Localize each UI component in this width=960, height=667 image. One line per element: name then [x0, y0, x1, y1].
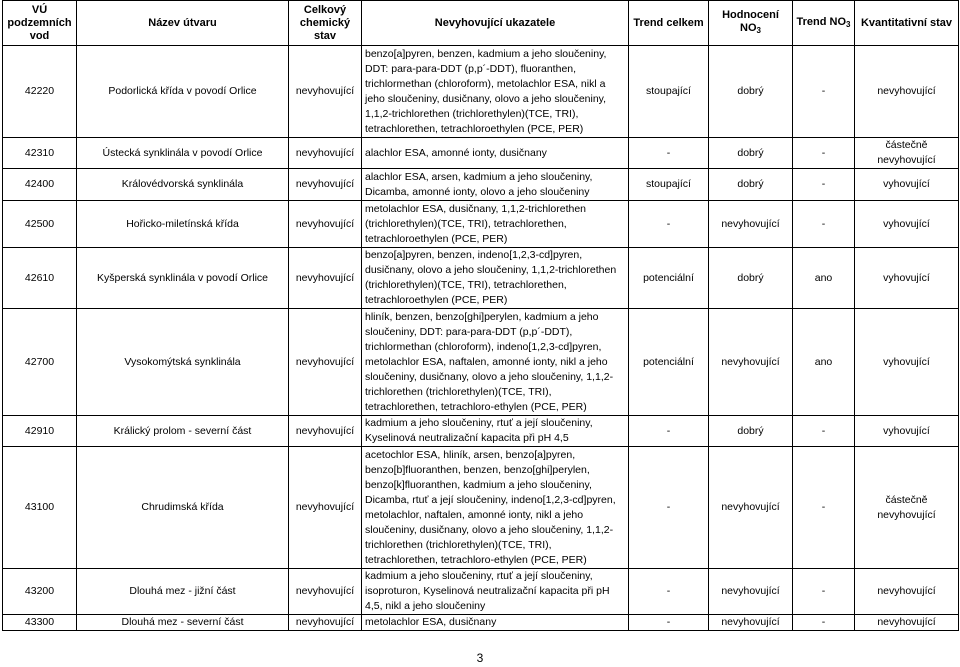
cell-quant: nevyhovující: [855, 615, 959, 631]
cell-no3: nevyhovující: [709, 309, 793, 416]
cell-no3-trend: -: [793, 615, 855, 631]
cell-indicators: hliník, benzen, benzo[ghi]perylen, kadmium a jeho sloučeniny, DDT: para-para-DDT (p,p´-DDT), trichlormethan (chloroform), indeno[1,2,3-cd]pyren, metolachlor ESA, naftalen, amonné ionty, nikl a jeho sloučeniny, dusičnany, olovo a jeho sloučeniny, 1,1,2-trichlorethen (trichlorethylen)(TCE, TRI), tetrachlorethen, tetrachloro-ethylen (PCE, PER): [362, 309, 629, 416]
cell-name: Ústecká synklinála v povodí Orlice: [77, 138, 289, 169]
table-header-row: [3, 1, 959, 46]
cell-no3: nevyhovující: [709, 447, 793, 569]
header-overall: Celkový chemický stav: [289, 1, 362, 46]
cell-name: Podorlická křída v povodí Orlice: [77, 46, 289, 138]
cell-id: 43300: [3, 615, 77, 631]
cell-chem: nevyhovující: [289, 615, 362, 631]
cell-quant: částečně nevyhovující: [855, 447, 959, 569]
cell-name: Chrudimská křída: [77, 447, 289, 569]
cell-id: 42700: [3, 309, 77, 416]
cell-chem: nevyhovující: [289, 201, 362, 248]
page-number: 3: [476, 651, 484, 665]
table-row: [3, 569, 959, 615]
cell-name: Vysokomýtská synklinála: [77, 309, 289, 416]
header-indicators: Nevyhovující ukazatele: [362, 1, 629, 46]
cell-trend: -: [629, 201, 709, 248]
cell-no3: dobrý: [709, 248, 793, 309]
cell-trend: stoupající: [629, 46, 709, 138]
cell-no3: dobrý: [709, 169, 793, 201]
cell-indicators: alachlor ESA, amonné ionty, dusičnany: [362, 138, 629, 169]
cell-indicators: alachlor ESA, arsen, kadmium a jeho sloučeniny, Dicamba, amonné ionty, olovo a jeho sloučeniny: [362, 169, 629, 201]
cell-no3-trend: -: [793, 169, 855, 201]
cell-name: Hořicko-miletínská křída: [77, 201, 289, 248]
cell-no3-trend: -: [793, 138, 855, 169]
cell-name: Kyšperská synklinála v povodí Orlice: [77, 248, 289, 309]
cell-trend: -: [629, 138, 709, 169]
cell-indicators: kadmium a jeho sloučeniny, rtuť a její sloučeniny, isoproturon, Kyselinová neutralizační kapacita při pH 4,5, nikl a jeho sloučeniny: [362, 569, 629, 615]
cell-no3-trend: ano: [793, 309, 855, 416]
cell-id: 42500: [3, 201, 77, 248]
cell-trend: potenciální: [629, 309, 709, 416]
cell-trend: -: [629, 416, 709, 447]
cell-no3: dobrý: [709, 416, 793, 447]
table-row: [3, 138, 959, 169]
cell-name: Králický prolom - severní část: [77, 416, 289, 447]
cell-chem: nevyhovující: [289, 447, 362, 569]
table-row: [3, 615, 959, 631]
groundwater-status-table: [2, 0, 959, 631]
cell-id: 43200: [3, 569, 77, 615]
cell-trend: -: [629, 615, 709, 631]
cell-id: 42220: [3, 46, 77, 138]
cell-quant: vyhovující: [855, 169, 959, 201]
cell-no3-trend: -: [793, 201, 855, 248]
header-name: Název útvaru: [77, 1, 289, 46]
cell-id: 42400: [3, 169, 77, 201]
cell-no3: nevyhovující: [709, 569, 793, 615]
cell-quant: nevyhovující: [855, 569, 959, 615]
cell-indicators: benzo[a]pyren, benzen, indeno[1,2,3-cd]pyren, dusičnany, olovo a jeho sloučeniny, 1,1,2-trichlorethen (trichlorethylen)(TCE, TRI), tetrachlorethen, tetrachloroethylen (PCE, PER): [362, 248, 629, 309]
cell-indicators: acetochlor ESA, hliník, arsen, benzo[a]pyren, benzo[b]fluoranthen, benzen, benzo[ghi]perylen, benzo[k]fluoranthen, kadmium a jeho sloučeniny, Dicamba, rtuť a její sloučeniny, indeno[1,2,3-cd]pyren, metolachlor, naftalen, amonné ionty, nikl a jeho sloučeniny, dusičnany, olovo a jeho sloučeniny, 1,1,2-trichlorethen (trichlorethylen)(TCE, TRI), tetrachlorethen, tetrachloro-ethylen (PCE, PER): [362, 447, 629, 569]
cell-quant: vyhovující: [855, 416, 959, 447]
cell-id: 42910: [3, 416, 77, 447]
cell-quant: částečně nevyhovující: [855, 138, 959, 169]
cell-name: Královédvorská synklinála: [77, 169, 289, 201]
cell-id: 42610: [3, 248, 77, 309]
table-row: [3, 46, 959, 138]
header-id: VÚ podzemních vod: [3, 1, 77, 46]
cell-chem: nevyhovující: [289, 46, 362, 138]
cell-name: Dlouhá mez - severní část: [77, 615, 289, 631]
cell-quant: vyhovující: [855, 248, 959, 309]
cell-no3: nevyhovující: [709, 615, 793, 631]
header-quant: Kvantitativní stav: [855, 1, 959, 46]
header-no3-trend: Trend $NO_3$: [793, 1, 855, 46]
cell-no3-trend: -: [793, 46, 855, 138]
cell-indicators: metolachlor ESA, dusičnany: [362, 615, 629, 631]
cell-name: Dlouhá mez - jižní část: [77, 569, 289, 615]
cell-no3-trend: -: [793, 447, 855, 569]
cell-chem: nevyhovující: [289, 569, 362, 615]
cell-no3-trend: -: [793, 416, 855, 447]
cell-id: 43100: [3, 447, 77, 569]
cell-quant: vyhovující: [855, 309, 959, 416]
cell-trend: stoupající: [629, 169, 709, 201]
table-row: [3, 201, 959, 248]
cell-quant: nevyhovující: [855, 46, 959, 138]
cell-quant: vyhovující: [855, 201, 959, 248]
cell-no3: dobrý: [709, 138, 793, 169]
cell-chem: nevyhovující: [289, 138, 362, 169]
table-row: [3, 447, 959, 569]
cell-trend: -: [629, 569, 709, 615]
cell-trend: potenciální: [629, 248, 709, 309]
cell-chem: nevyhovující: [289, 416, 362, 447]
header-trend-total: Trend celkem: [629, 1, 709, 46]
table-row: [3, 309, 959, 416]
cell-chem: nevyhovující: [289, 248, 362, 309]
cell-id: 42310: [3, 138, 77, 169]
cell-indicators: metolachlor ESA, dusičnany, 1,1,2-trichlorethen (trichlorethylen)(TCE, TRI), tetrachlorethen, tetrachloroethylen (PCE, PER): [362, 201, 629, 248]
table-row: [3, 169, 959, 201]
cell-chem: nevyhovující: [289, 169, 362, 201]
table-row: [3, 248, 959, 309]
cell-chem: nevyhovující: [289, 309, 362, 416]
cell-no3: dobrý: [709, 46, 793, 138]
header-no3-eval: Hodnocení $NO_3$: [709, 1, 793, 46]
cell-indicators: kadmium a jeho sloučeniny, rtuť a její sloučeniny, Kyselinová neutralizační kapacita při pH 4,5: [362, 416, 629, 447]
cell-no3: nevyhovující: [709, 201, 793, 248]
table-row: [3, 416, 959, 447]
cell-indicators: benzo[a]pyren, benzen, kadmium a jeho sloučeniny, DDT: para-para-DDT (p,p´-DDT), fluoranthen, trichlormethan (chloroform), metolachlor ESA, nikl a jeho sloučeniny, dusičnany, olovo a jeho sloučeniny, 1,1,2-trichlorethen (trichlorethylen)(TCE, TRI), tetrachlorethen, tetrachloroethylen (PCE, PER): [362, 46, 629, 138]
cell-no3-trend: ano: [793, 248, 855, 309]
cell-no3-trend: -: [793, 569, 855, 615]
cell-trend: -: [629, 447, 709, 569]
